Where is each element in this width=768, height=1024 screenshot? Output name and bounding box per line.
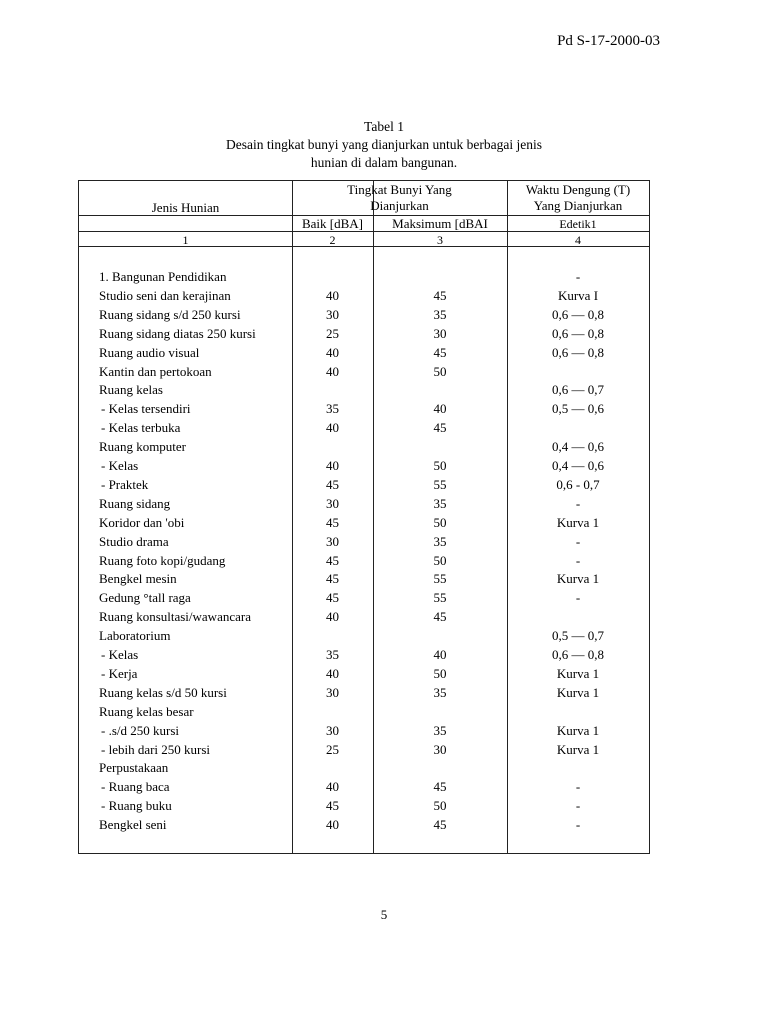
row-jenis-hunian: Bengkel seni bbox=[99, 817, 167, 833]
header-tingkat-bunyi-1: Tingkat Bunyi Yang bbox=[347, 182, 452, 197]
row-maksimum-value: 50 bbox=[433, 514, 447, 530]
row-baik-value: 40 bbox=[326, 287, 339, 303]
row-baik-value: 30 bbox=[326, 684, 339, 700]
row-jenis-hunian: Ruang sidang s/d 250 kursi bbox=[99, 306, 241, 322]
row-jenis-hunian: Koridor dan 'obi bbox=[99, 514, 185, 530]
header-num-4: 4 bbox=[575, 233, 581, 247]
row-baik-value: 45 bbox=[326, 476, 339, 492]
row-waktu-dengung-value: 0,6 — 0,7 bbox=[552, 382, 604, 398]
row-baik-value: 25 bbox=[326, 325, 339, 341]
header-waktu-dengung-2: Yang Dianjurkan bbox=[533, 198, 623, 213]
document-code: Pd S-17-2000-03 bbox=[557, 33, 660, 49]
row-jenis-hunian: - Kelas bbox=[101, 647, 139, 662]
row-waktu-dengung-value: - bbox=[575, 798, 581, 814]
page-number: 5 bbox=[380, 907, 388, 922]
row-baik-value: 45 bbox=[326, 590, 339, 606]
table-caption bbox=[0, 118, 768, 172]
row-maksimum-value: 40 bbox=[433, 401, 447, 417]
row-baik-value: 40 bbox=[326, 458, 339, 473]
header-num-3: 3 bbox=[437, 233, 443, 247]
header-num-2: 2 bbox=[329, 233, 336, 247]
row-waktu-dengung-value: 0,5 — 0,6 bbox=[552, 401, 604, 417]
row-waktu-dengung-value: Kurva 1 bbox=[556, 722, 600, 738]
row-maksimum-value: 40 bbox=[433, 647, 447, 662]
row-baik-value: 45 bbox=[326, 552, 339, 568]
row-baik-value: 40 bbox=[326, 665, 339, 681]
row-jenis-hunian: 1. Bangunan Pendidikan bbox=[99, 269, 227, 284]
row-maksimum-value: 35 bbox=[433, 722, 447, 738]
row-jenis-hunian: Ruang kelas besar bbox=[99, 703, 194, 719]
row-baik-value: 25 bbox=[326, 741, 339, 757]
row-jenis-hunian: Ruang foto kopi/gudang bbox=[99, 552, 226, 568]
row-waktu-dengung-value: 0,6 — 0,8 bbox=[552, 344, 604, 360]
row-waktu-dengung-value: 0,6 — 0,8 bbox=[552, 306, 604, 322]
row-jenis-hunian: Ruang sidang bbox=[99, 495, 171, 511]
row-maksimum-value: 50 bbox=[433, 363, 447, 379]
row-waktu-dengung-value: - bbox=[575, 269, 581, 284]
row-baik-value: 45 bbox=[326, 571, 339, 587]
header-unit-detik: Edetik1 bbox=[559, 217, 597, 231]
sound-level-table bbox=[78, 180, 650, 854]
row-baik-value: 30 bbox=[326, 306, 339, 322]
row-jenis-hunian: Ruang kelas s/d 50 kursi bbox=[99, 684, 227, 700]
row-baik-value: 40 bbox=[326, 817, 339, 833]
row-maksimum-value: 35 bbox=[433, 533, 447, 549]
row-maksimum-value: 35 bbox=[433, 684, 447, 700]
row-waktu-dengung-value: 0,4 — 0,6 bbox=[552, 458, 604, 473]
row-jenis-hunian: Studio drama bbox=[99, 533, 169, 549]
row-jenis-hunian: - Ruang baca bbox=[101, 779, 170, 795]
row-jenis-hunian: Gedung °tall raga bbox=[99, 590, 191, 606]
row-maksimum-value: 45 bbox=[433, 287, 447, 303]
row-baik-value: 40 bbox=[326, 363, 339, 379]
row-jenis-hunian: - Praktek bbox=[101, 476, 149, 492]
row-jenis-hunian: - Kelas tersendiri bbox=[101, 401, 191, 417]
header-num-1: 1 bbox=[182, 233, 189, 247]
row-maksimum-value: 45 bbox=[433, 609, 447, 625]
row-maksimum-value: 55 bbox=[433, 571, 447, 587]
row-maksimum-value: 35 bbox=[433, 306, 447, 322]
row-jenis-hunian: Ruang komputer bbox=[99, 439, 187, 455]
row-jenis-hunian: - Kelas bbox=[101, 458, 139, 473]
row-baik-value: 45 bbox=[326, 514, 339, 530]
row-jenis-hunian: Kantin dan pertokoan bbox=[99, 363, 212, 379]
row-maksimum-value: 45 bbox=[433, 817, 447, 833]
row-baik-value: 40 bbox=[326, 344, 339, 360]
row-waktu-dengung-value: 0,6 - 0,7 bbox=[556, 476, 600, 492]
row-jenis-hunian: Ruang sidang diatas 250 kursi bbox=[99, 325, 256, 341]
row-waktu-dengung-value: Kurva 1 bbox=[556, 741, 600, 757]
row-waktu-dengung-value: - bbox=[575, 590, 581, 606]
row-jenis-hunian: - .s/d 250 kursi bbox=[101, 722, 179, 738]
row-waktu-dengung-value: - bbox=[575, 495, 581, 511]
row-jenis-hunian: Ruang kelas bbox=[99, 382, 163, 398]
row-baik-value: 45 bbox=[326, 798, 339, 814]
row-maksimum-value: 50 bbox=[433, 552, 447, 568]
row-jenis-hunian: - lebih dari 250 kursi bbox=[101, 741, 211, 757]
row-jenis-hunian: Laboratorium bbox=[99, 628, 171, 644]
header-tingkat-bunyi-2: Dianjurkan bbox=[370, 198, 429, 213]
row-maksimum-value: 50 bbox=[433, 798, 447, 814]
row-waktu-dengung-value: Kurva 1 bbox=[556, 571, 600, 587]
row-jenis-hunian: Studio seni dan kerajinan bbox=[99, 287, 231, 303]
row-waktu-dengung-value: Kurva 1 bbox=[556, 684, 600, 700]
row-waktu-dengung-value: - bbox=[575, 817, 581, 833]
row-jenis-hunian: - Kelas terbuka bbox=[101, 420, 181, 436]
row-maksimum-value: 45 bbox=[433, 420, 447, 436]
row-maksimum-value: 30 bbox=[433, 741, 447, 757]
row-jenis-hunian: - Kerja bbox=[101, 665, 138, 681]
row-baik-value: 40 bbox=[326, 420, 339, 436]
header-maksimum: Maksimum [dBAI bbox=[392, 216, 488, 231]
row-waktu-dengung-value: - bbox=[575, 533, 581, 549]
header-baik: Baik [dBA] bbox=[301, 216, 364, 231]
row-baik-value: 30 bbox=[326, 533, 339, 549]
row-baik-value: 35 bbox=[326, 401, 339, 417]
row-jenis-hunian: Ruang audio visual bbox=[99, 344, 200, 360]
row-maksimum-value: 45 bbox=[433, 779, 447, 795]
caption-title: Tabel 1 bbox=[364, 119, 404, 134]
row-jenis-hunian: Perpustakaan bbox=[99, 760, 169, 776]
row-maksimum-value: 50 bbox=[433, 458, 447, 473]
row-maksimum-value: 30 bbox=[433, 325, 447, 341]
header-waktu-dengung-1: Waktu Dengung (T) bbox=[525, 182, 631, 197]
row-waktu-dengung-value: Kurva I bbox=[557, 287, 599, 303]
row-baik-value: 40 bbox=[326, 609, 339, 625]
row-maksimum-value: 35 bbox=[433, 495, 447, 511]
row-jenis-hunian: Ruang konsultasi/wawancara bbox=[99, 609, 251, 625]
row-baik-value: 35 bbox=[326, 647, 339, 662]
caption-line-3: hunian di dalam bangunan. bbox=[310, 155, 458, 170]
row-waktu-dengung-value: - bbox=[575, 552, 581, 568]
row-waktu-dengung-value: - bbox=[575, 779, 581, 795]
row-waktu-dengung-value: Kurva 1 bbox=[556, 514, 600, 530]
row-baik-value: 30 bbox=[326, 722, 339, 738]
row-maksimum-value: 55 bbox=[433, 590, 447, 606]
row-waktu-dengung-value: 0,6 — 0,8 bbox=[552, 647, 604, 662]
row-waktu-dengung-value: 0,4 — 0,6 bbox=[552, 439, 604, 455]
row-maksimum-value: 45 bbox=[433, 344, 447, 360]
row-baik-value: 40 bbox=[326, 779, 339, 795]
caption-line-2: Desain tingkat bunyi yang dianjurkan untuk berbagai jenis bbox=[225, 137, 543, 152]
row-maksimum-value: 50 bbox=[433, 665, 447, 681]
row-waktu-dengung-value: 0,5 — 0,7 bbox=[552, 628, 604, 644]
row-waktu-dengung-value: 0,6 — 0,8 bbox=[552, 325, 604, 341]
row-jenis-hunian: Bengkel mesin bbox=[99, 571, 177, 587]
row-baik-value: 30 bbox=[326, 495, 339, 511]
header-jenis-hunian: Jenis Hunian bbox=[151, 200, 220, 215]
row-maksimum-value: 55 bbox=[433, 476, 447, 492]
row-waktu-dengung-value: Kurva 1 bbox=[556, 665, 600, 681]
row-jenis-hunian: - Ruang buku bbox=[101, 798, 172, 814]
